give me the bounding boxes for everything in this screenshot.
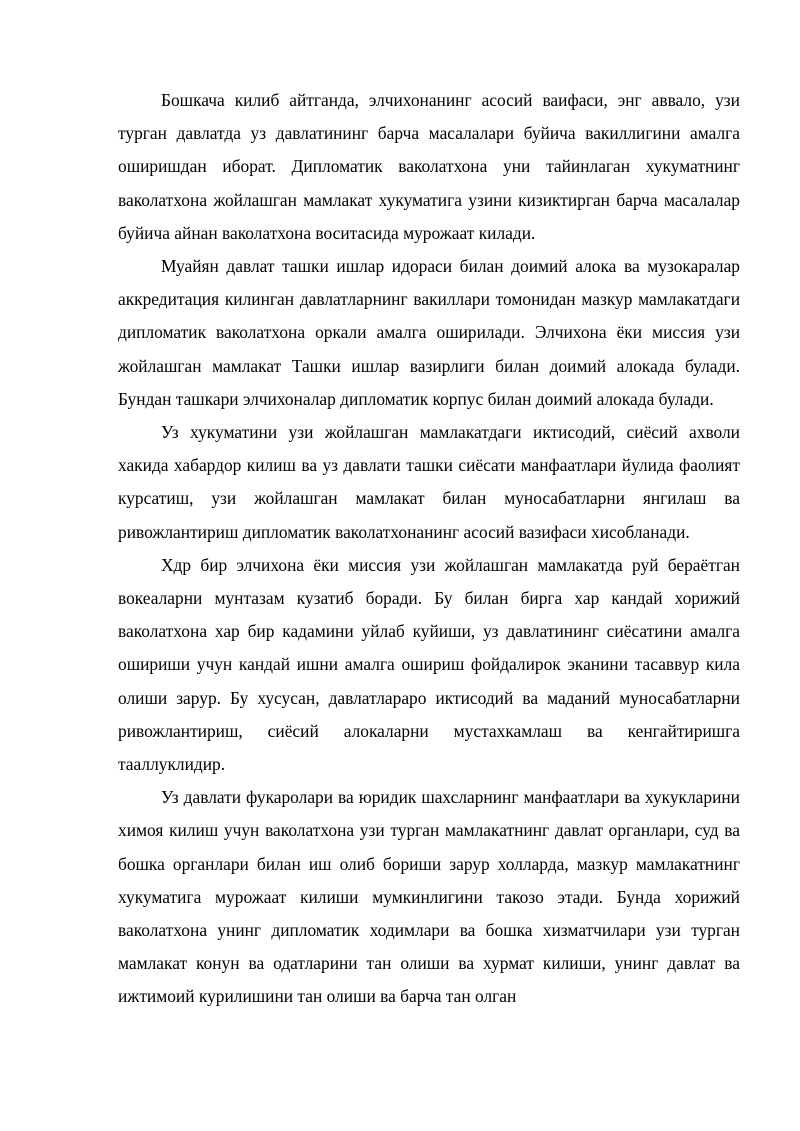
- paragraph: Бошкача килиб айтганда, элчихонанинг асосий ваифаси, энг аввало, узи турган давлатда уз давлатининг барча масалалари буйича вакиллигини амалга оширишдан иборат. Дипломатик ваколатхона уни тайинлаган хукуматнинг ваколатхона жойлашган мамлакат хукуматига узини кизиктирган барча масалалар буйича айнан ваколатхона воситасида мурожаат килади.: [118, 90, 740, 243]
- document-body: [118, 84, 740, 1014]
- paragraph: Уз хукуматини узи жойлашган мамлакатдаги иктисодий, сиёсий ахволи хакида хабардор килиш ва уз давлати ташки сиёсати манфаатлари йулида фаолият курсатиш, узи жойлашган мамлакат билан муносабатларни янгилаш ва ривожлантириш дипломатик ваколатхонанинг асосий вазифаси хисобланади.: [118, 422, 740, 542]
- paragraph: Хдр бир элчихона ёки миссия узи жойлашган мамлакатда руй бераётган вокеаларни мунтазам кузатиб боради. Бу билан бирга хар кандай хорижий ваколатхона хар бир кадамини уйлаб куйиши, уз давлатининг сиёсатини амалга ошириши учун кандай ишни амалга ошириш фойдалирок эканини тасаввур кила олиши зарур. Бу хусусан, давлатлараро иктисодий ва маданий муносабатларни ривожлантириш, сиёсий алокаларни мустахкамлаш ва кенгайтиришга тааллуклидир.: [118, 554, 740, 775]
- paragraph: Муайян давлат ташки ишлар идораси билан доимий алока ва музокаралар аккредитация килинган давлатларнинг вакиллари томонидан мазкур мамлакатдаги дипломатик ваколатхона оркали амалга оширилади. Элчихона ёки миссия узи жойлашган мамлакат Ташки ишлар вазирлиги билан доимий алокада булади. Бундан ташкари элчихоналар дипломатик корпус билан доимий алокада булади.: [118, 256, 740, 409]
- paragraph: Уз давлати фукаролари ва юридик шахсларнинг манфаатлари ва хукукларини химоя килиш учун ваколатхона узи турган мамлакатнинг давлат органлари, суд ва бошка органлари билан иш олиб бориши зарур холларда, мазкур мамлакатнинг хукуматига мурожаат килиши мумкинлигини такозо этади. Бунда хорижий ваколатхона унинг дипломатик ходимлари ва бошка хизматчилари узи турган мамлакат конун ва одатларини тан олиши ва хурмат килиши, унинг давлат ва ижтимоий курилишини тан олиши ва барча тан олган: [118, 787, 740, 1007]
